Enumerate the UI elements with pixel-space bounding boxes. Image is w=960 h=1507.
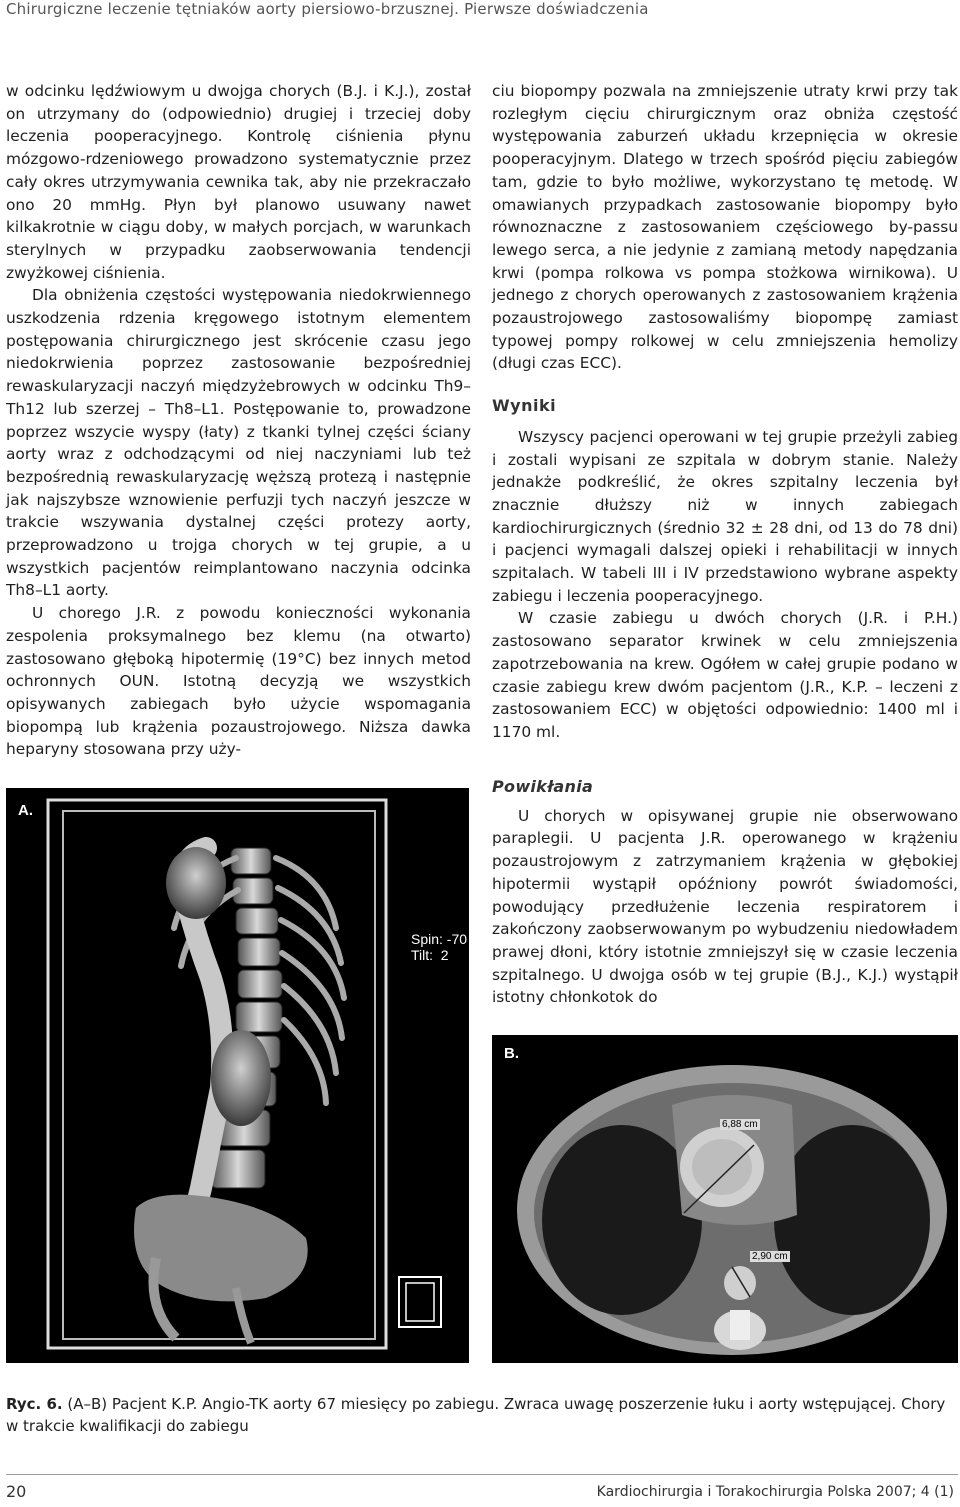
section-heading-results: Wyniki	[492, 396, 557, 416]
right-column-lower	[492, 776, 958, 1009]
paragraph: Wszyscy pacjenci operowani w tej grupie przeżyli zabieg i zostali wypisani ze szpitala w dobrym stanie. Należy jednakże podkreślić, że okres szpitalny leczenia był znacznie dłuższy niż w innych zabiegach kardiochirurgicznych (średnio 32 ± 28 dni, od 13 do 78 dni) i pacjenci wymagali dalszej opieki i rehabilitacji w innych szpitalach. W tabeli III i IV przedstawiono wybrane aspekty zabiegu i leczenia pooperacyjnego.	[492, 427, 958, 605]
paragraph: Dla obniżenia częstości występowania niedokrwiennego uszkodzenia rdzenia kręgowego istotnym elementem postępowania chirurgicznego jest skrócenie czasu jego niedokrwienia poprzez zastosowanie bezpośredniej rewaskularyzacji naczyń międzyżebrowych w odcinku Th9–Th12 lub szerzej – Th8–L1. Postępowanie to, prowadzone poprzez wszycie wyspy (łaty) z tkanki tylnej części ściany aorty wraz z odchodzącymi od niej naczyniami lub też bezpośrednią rewaskularyzację węższą protezą i następnie jak najszybsze wznowienie perfuzji tych naczyń jeszcze w trakcie wszywania dystalnej części protezy aorty, przeprowadzono u trojga chorych w tej grupie, a u wszystkich pacjentów reimplantowano naczynia odcinka Th8–L1 aorty.	[6, 286, 471, 600]
spin-readout: Spin: -70	[411, 931, 468, 947]
figure-b-axial-ct-image	[492, 1035, 958, 1363]
figure-a-3d-ct-image	[6, 788, 469, 1363]
left-column	[6, 80, 471, 761]
right-column	[492, 80, 958, 744]
caption-text: (A–B) Pacjent K.P. Angio-TK aorty 67 miesięcy po zabiegu. Zwraca uwagę poszerzenie łuku i aorty wstępującej. Chory w trakcie kwalifikacji do zabiegu	[6, 1395, 946, 1435]
paragraph: ciu biopompy pozwala na zmniejszenie utraty krwi przy tak rozległym cięciu chirurgicznym oraz obniża częstość występowania zaburzeń układu krzepnięcia w okresie pooperacyjnym. Dlatego w trzech spośród pięciu zabiegów tam, gdzie to było możliwe, wykorzystano tę metodę. W omawianych przypadkach zastosowanie biopompy było równoznaczne z zastosowaniem częściowego by-passu lewego serca, a nie jedynie z zamianą metody napędzania krwi (pompa rolkowa vs pompa stożkowa wirnikowa). U jednego z chorych operowanych z zastosowaniem krążenia pozaustrojowego zastosowaliśmy biopompę zamiast typowej pompy rolkowej w celu zmniejszenia hemolizy (długi czas ECC).	[492, 82, 958, 373]
paragraph: w odcinku lędźwiowym u dwojga chorych (B.J. i K.J.), został on utrzymany do (odpowiednio) drugiej i trzeciej doby leczenia pooperacyjnego. Kontrolę ciśnienia płynu mózgowo-rdzeniowego prowadzono systematycznie przez cały okres utrzymywania cewnika tak, aby nie przekraczało ono 20 mmHg. Płyn był planowo usuwany nawet kilkakrotnie w ciągu doby, w małych porcjach, w warunkach sterylnych w przypadku zaobserwowania tendencji zwyżkowej ciśnienia.	[6, 82, 471, 282]
measurement-label-ascending-aorta: 6,88 cm	[722, 1119, 758, 1130]
tilt-readout: Tilt: 2	[411, 947, 449, 963]
paragraph: U chorego J.R. z powodu konieczności wykonania zespolenia proksymalnego bez klemu (na otwarto) zastosowano głęboką hipotermię (19°C) bez innych metod ochronnych OUN. Istotną decyzją we wszystkich opisywanych zabiegach było użycie wspomagania biopompą lub krążenia pozaustrojowego. Niższa dawka heparyny stosowana przy uży-	[6, 604, 471, 759]
figure-b-label: B.	[504, 1045, 519, 1062]
measurement-label-descending-aorta: 2,90 cm	[752, 1251, 788, 1262]
ct-3d-reconstruction-image	[6, 788, 469, 1363]
journal-citation: Kardiochirurgia i Torakochirurgia Polska 2007; 4 (1)	[596, 1484, 954, 1500]
page-number: 20	[6, 1482, 27, 1501]
footer-divider	[6, 1474, 958, 1475]
subsection-heading-complications: Powikłania	[492, 777, 594, 796]
caption-label: Ryc. 6.	[6, 1395, 63, 1413]
paragraph: U chorych w opisywanej grupie nie obserwowano paraplegii. U pacjenta J.R. operowanego w krążeniu pozaustrojowym z zatrzymaniem krążenia w głębokiej hipotermii wystąpił opóźniony powrót świadomości, powodujący przedłużenie leczenia respiratorem i zakończony zaobserwowanym po wybudzeniu niedowładem prawej dłoni, który istotnie zmniejszył się w czasie leczenia szpitalnego. U dwojga osób w tej grupie (B.J., K.J.) wystąpił istotny chłonkotok do	[492, 806, 958, 1007]
running-title: Chirurgiczne leczenie tętniaków aorty piersiowo-brzusznej. Pierwsze doświadczenia	[6, 0, 649, 18]
figure-a-label: A.	[18, 802, 33, 819]
paragraph: W czasie zabiegu u dwóch chorych (J.R. i P.H.) zastosowano separator krwinek w celu zmniejszenia zapotrzebowania na krew. Ogółem w całej grupie podano w czasie zabiegu krew dwóm pacjentom (J.R., K.P. – leczeni z zastosowaniem ECC) w objętości odpowiednio: 1400 ml i 1170 ml.	[492, 609, 958, 741]
ct-axial-slice-image	[492, 1035, 958, 1363]
figure-caption	[6, 1393, 958, 1437]
